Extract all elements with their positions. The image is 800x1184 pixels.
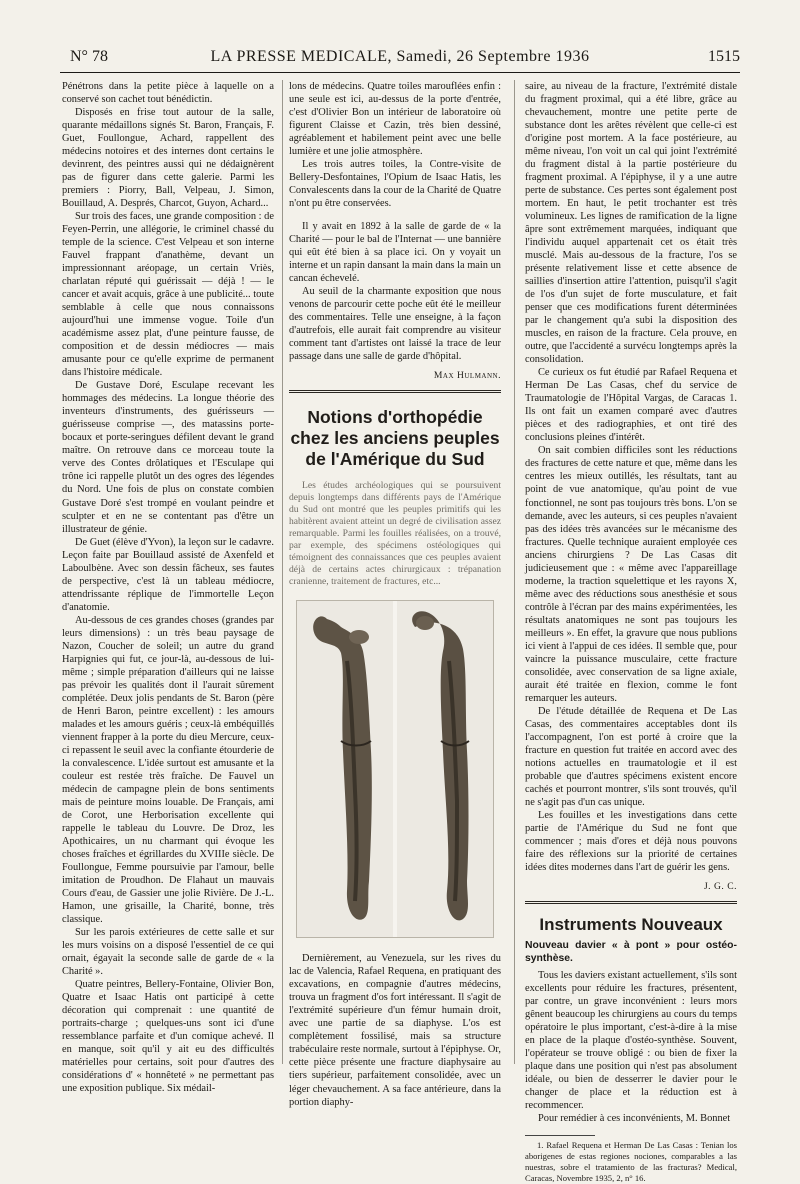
section-title: Instruments Nouveaux	[539, 914, 723, 934]
issue-date: Samedi, 26 Septembre 1936	[396, 48, 590, 65]
column-3	[525, 80, 737, 1184]
paragraph: Au seuil de la charmante exposition que nous venons de parcourir cette poche eût été le meilleur des commentaires. Telle une enseigne, à la façon d'autrefois, elle aurait fait comprendre au visiteur comment tant d'artistes ont laissé la trace de leur passage dans une salle de garde d'hôpital.	[289, 286, 501, 363]
paragraph: saire, au niveau de la fracture, l'extrémité distale du fragment proximal, qui a été libre, grâce au chevauchement, montre une petite perte de substance dont les arêtes révèlent que celle-ci est d'origine post mortem. A la face postérieure, au même niveau, l'on voit un cal qui joint l'extrémité du fragment distal à la partie postérieure du fragment proximal. A l'épiphyse, il y a une autre perte de substance. Ces pertes sont également post mortem. En haut, le petit trochanter est très volumineux. Les lignes de ramification de la ligne âpre sont extrêmement marquées, indiquant que l'individu auquel appartenait cet os était très musclé. Mais au-dessous de la fracture, l'os se présente relativement lisse et cette absence de saillies d'insertion attire l'attention, puisqu'il s'agit de l'os d'un sujet de forte musculature, et fait penser que ces modifications furent déterminées par le changement qu'a subi la disposition des muscles, en raison de la fracture. Cela prouve, en outre, que l'accidenté a survécu longtemps après la consolidation.	[525, 81, 737, 366]
section-rule	[525, 901, 737, 904]
paragraph: Tous les daviers existant actuellement, s'ils sont excellents pour réduire les fractures, présentent, par contre, un grave inconvénient : leurs mors gênent beaucoup les chirurgiens au cours du temps opératoire le plus important, c'est-à-dire à la mise en place de la plaque d'ostéo-synthèse. Souvent, l'opérateur se trouve obligé : ou bien de fixer la plaque dans une position qui n'est pas absolument idéale, ou bien de desserrer le davier pour le changer de place et la réduction est à recommencer.	[525, 970, 737, 1112]
paragraph: Pour remédier à ces inconvénients, M. Bonnet	[538, 1113, 731, 1125]
paragraph: Les trois autres toiles, la Contre-visite de Bellery-Desfontaines, l'Opium de Isaac Hatis, les Convalescents dans la cour de la Charité de Quatre n'ont pu être conservées.	[289, 159, 501, 210]
paragraph: Sur trois des faces, une grande composition : de Feyen-Perrin, une allégorie, le criminel chassé du temple de la science. C'est Velpeau et son interne Fauvel frappant d'anathème, devant un impressionnant aréopage, un certain Vriès, charlatan réputé qui guérissait — déjà ! — le cancer et avait acquis, grâce à une publicité... toute semblable à celle que nous connaissons aujourd'hui une immense vogue. Toile d'un académisme assez plat, d'une peinture fausse, de composition et de dessin médiocres — mais amusante pour ce qu'elle exprime de permanent dans l'histoire médicale.	[62, 211, 274, 379]
footnote-rule	[525, 1135, 595, 1136]
paragraph: Ce curieux os fut étudié par Rafael Requena et Herman De Las Casas, chef du service de Traumatologie de l'Hôpital Vargas, de Caracas 1. Ils ont fait un examen comparé avec d'autres pièces et des radiographies, et ont tiré des conclusions pleines d'intérêt.	[525, 367, 737, 444]
article-lead: Les études archéologiques qui se poursuivent depuis longtemps dans différents pays de l'Amérique du Sud ont montré que les peuples primitifs qui les habitèrent avaient atteint un degré de civilisation assez remarquable. Parmi les fouilles réalisées, on a trouvé, par exemple, des spécimens ostéologiques qui témoignent des connaissances que ces peuples avaient déjà de certains actes chirurgicaux : trépanation cranienne, traitement de fractures, etc...	[289, 480, 501, 588]
masthead: LA PRESSE MEDICALE, Samedi, 26 Septembre 1936	[210, 48, 590, 65]
paragraph: Au-dessous de ces grandes choses (grandes par leurs dimensions) : un très beau paysage de Nazon, Coucher de soleil; un autre du grand Harpignies qui fut, ce jour-là, au-dessous de lui-même ; simple préparation d'ailleurs qui ne laisse pas prévoir les qualités dont il l'aurait sûrement complétée. Deux jolis pendants de St. Baron (père de Henri Baron, peintre excellent) : les amours malades et les amours guéris ; ceux-là embéquillés viennent frapper à la porte du dieu Mercure, ceux-ci repassent le seuil avec la confiante étourderie de la convalescence. L'idée surtout est amusante et la couleur est restée très fraîche. De Fauvel un médecin de campagne plein de bons sentiments mais de peinture moins louable. De Français, ami de Corot, une Herborisation excellente qui rappelle le tableau du Louvre. De Droz, les Apothicaires, un nu charmant qui évoque les choses fraîches et égrillardes du XVIIIe siècle. De Foullongue, Femme poursuivie par l'amour, belle imitation de Proudhon. De Flahaut un mauvais Cours d'eau, de Gassier une jolie Rivière. De J.-L. Hamon, une grisaille, la Charité, bonne, très classique.	[62, 614, 274, 925]
author-signature: J. G. C.	[703, 880, 737, 892]
paragraph: Il y avait en 1892 à la salle de garde de « la Charité — pour le bal de l'Internat — une bannière qui eût été bien à sa place ici. On y voyait un interne et un rapin dansant la main dans la main un cancan échevelé.	[289, 221, 501, 285]
author-signature: Max Hulmann.	[433, 370, 501, 382]
page-header	[60, 48, 740, 70]
paragraph: Quatre peintres, Bellery-Fontaine, Olivier Bon, Quatre et Isaac Hatis ont participé à cette décoration qui comprenait : une quantité de portraits-charge ; quelques-uns sont ici d'une ressemblance parfaite et d'un comique achevé. Il en manque, soit qu'il y ait eu des difficultés matérielles pour certains, soit pour d'autres des considérations d' « honnêteté » ne permettant pas une exposition publique. Six médail-	[62, 979, 274, 1095]
column-1	[62, 80, 274, 1095]
article-subheading: Nouveau davier « à pont » pour ostéo-synthèse.	[525, 939, 737, 964]
column-divider	[514, 80, 515, 1064]
column-2	[289, 80, 501, 1109]
paragraph: Disposés en frise tout autour de la salle, quarante médaillons signés St. Baron, Français, F. Guet, Foullongue, Achard, rappellent des médecins notoires et des internes dont certains le devinrent, des peintres aussi qui ne dédaignèrent pas de figurer dans cette galerie. Parmi les premiers : Piorry, Ball, Velpeau, J. Simon, Bouillaud, A. Després, Charcot, Guyon, Achard...	[62, 107, 274, 210]
article-title: Notions d'orthopédie chez les anciens peuples de l'Amérique du Sud	[290, 407, 500, 470]
paragraph: Sur les parois extérieures de cette salle et sur les murs voisins on a disposé l'essentiel de ce qui ornait, égayait la seconde salle de garde de « la Charité ».	[62, 927, 274, 978]
header-rule	[60, 72, 740, 73]
paragraph: De Gustave Doré, Esculape recevant les hommages des médecins. La longue théorie des inventeurs d'instruments, des guérisseurs — guérisseuse comprise —, des matassins porte-bocaux et porte-seringues défilent devant le grand maître. On retrouve dans ce morceau toute la verve des Contes drôlatiques et l'Esculape qui trône ici rappelle plutôt un des ogres des légendes du Nord. Une fois de plus on constate combien Gustave Doré s'est trompé en voulant peindre et sculpter et en ne se contentant pas d'être un illustrateur de génie.	[62, 380, 274, 535]
fossil-femur-photo	[296, 600, 494, 938]
paragraph: Les fouilles et les investigations dans cette partie de l'Amérique du Sud ne font que commencer ; mais d'ores et déjà nous pouvons faire des réflexions sur la priorité de certaines idées dites modernes dans l'art de guérir les gens.	[525, 809, 737, 873]
journal-name: LA PRESSE MEDICALE	[210, 48, 388, 65]
femur-illustration	[297, 601, 493, 937]
paragraph: lons de médecins. Quatre toiles marouflées enfin : une seule est ici, au-dessus de la porte d'entrée, c'est d'Olivier Bon un intérieur de laboratoire où figurent Claisse et Cazin, très bien dessiné, agréablement et habilement peint avec une belle lumière et une jolie atmosphère.	[289, 81, 501, 158]
footnote: 1. Rafael Requena et Herman De Las Casas : Tenian los aborigenes de estas regiones nociones, comparables a las nuestras, sobre el tratamiento de las fracturas? Medical, Caracas, Novembre 1935, 2, n° 16.	[525, 1140, 737, 1184]
column-divider	[282, 80, 283, 1064]
paragraph: De l'étude détaillée de Requena et De Las Casas, des commentaires acceptables dont ils l'accompagnent, l'on est porté à croire que la fracture en question fut traitée en accord avec des notions actuelles en traumatologie et il est probable que d'autres spécimens existent encore cachés et pourront montrer, s'ils sont trouvés, qu'il ne s'agit pas d'un cas unique.	[525, 705, 737, 808]
issue-number: N° 78	[70, 48, 108, 65]
paragraph: Pénétrons dans la petite pièce à laquelle on a conservé son cachet tout bénédictin.	[62, 81, 274, 106]
section-rule	[289, 390, 501, 393]
paragraph: De Guet (élève d'Yvon), la leçon sur le cadavre. Leçon faite par Bouillaud assisté de Axenfeld et Laboulbène. Avec son dessin fâcheux, ses fautes de perspective, c'est là un tableau médiocre, attendrissante réplique de l'immortelle Leçon d'anatomie.	[62, 536, 274, 613]
paragraph: Dernièrement, au Venezuela, sur les rives du lac de Valencia, Rafael Requena, en pratiquant des excavations, en compagnie d'autres médecins, trouva un fragment d'os fort intéressant. Il s'agit de l'extrémité supérieure d'un fémur humain droit, avec une partie de sa diaphyse. L'os est complètement fossilisé, mais sa structure trabéculaire reste normale, surtout à l'épiphyse. Or, cette pièce présente une fracture diaphysaire au tiers supérieur, parfaitement consolidée, avec un léger chevauchement. A sa face antérieure, dans la portion diaphy-	[289, 953, 501, 1108]
page-number: 1515	[708, 48, 740, 65]
paragraph: On sait combien difficiles sont les réductions des fractures de cette nature et que, même dans les centres les mieux outillés, les résultats, tant au point de vue anatomique, qu'au point de vue fonctionnel, ne sont pas toujours très bons. L'on se demande, avec les auteurs, si ces peuples n'avaient pas des idées très avancées sur le mécanisme des fractures. Quelle technique auraient employée ces anciens chirurgiens ? De Las Casas dit judicieusement que : « même avec l'appareillage moderne, la traction squelettique et les rayons X, même avec des réductions sous anesthésie et sous contrôle à l'écran par des mains expérimentées, les résultats anatomiques ne sont pas toujours les meilleurs ». En effet, la gravure que nous publions ici vient à l'appui de ces idées. Il semble que, pour vaincre la puissance musculaire, cette fracture consolidée, avec conservation de sa ligne axiale, aurait été traitée en flexion, comme le font remarquer les auteurs.	[525, 445, 737, 704]
